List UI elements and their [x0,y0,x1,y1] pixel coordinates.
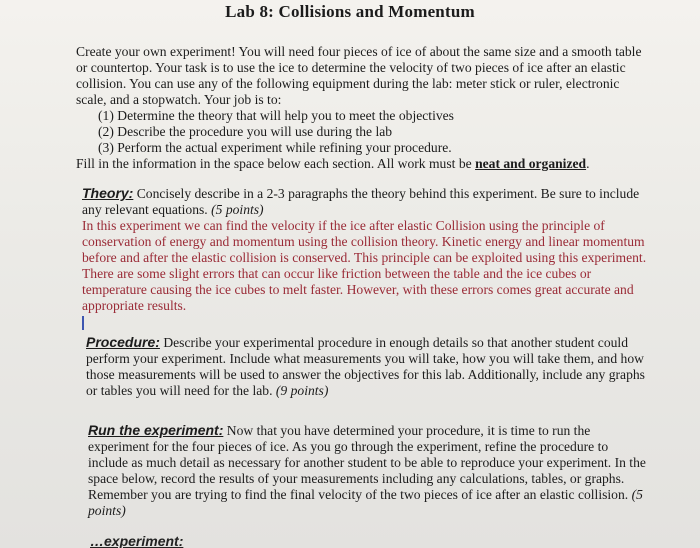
run-points: (5 points) [88,487,643,518]
procedure-prompt [86,334,646,399]
objective-item: (1) Determine the theory that will help you to meet the objectives [98,108,454,123]
objective-item: (2) Describe the procedure you will use during the lab [98,124,393,139]
objective-item: (3) Perform the actual experiment while refining your procedure. [98,140,452,155]
fill-text: Fill in the information in the space below each section. All work must be [76,156,472,171]
procedure-points: (9 points) [272,383,329,398]
theory-points: (5 points) [207,202,264,217]
run-prompt [88,422,648,519]
theory-prompt-text: Concisely describe in a 2-3 paragraphs the theory behind this experiment. Be sure to include any relevant equations. [82,186,640,217]
run-prompt-text: Now that you have determined your procedure, it is time to run the experiment for the four pieces of ice. As you go through the experiment, refine the procedure to include as much detail as necessary for another student to be able to reproduce your experiment. In the space below, record the results of your measurements including any calculations, tables, or graphs. Remember you are trying to find the final velocity of the two pieces of ice after an elastic collision. [88,423,646,502]
procedure-prompt-text: Describe your experimental procedure in enough details so that another student could perform your experiment. Include what measurements you will take, how you will take them, and how those measurements will be used to answer the objectives for this lab. Additionally, include any graphs or tables you will need for the lab. [86,335,645,398]
neat-organized-emphasis: neat and organized [475,156,587,171]
theory-prompt [82,185,648,218]
intro-section [76,44,650,172]
intro-text: Create your own experiment! You will need four pieces of ice of about the same size and a smooth table or countertop. Your task is to use the ice to determine the velocity of two pieces of ice after an elastic collision. You can use any of the following equipment during the lab: meter stick or ruler, electronic scale, and a stopwatch. Your job is to: [76,44,642,107]
cutoff-heading: …experiment: [90,533,184,548]
theory-heading: Theory: [82,185,134,201]
objectives-list [76,108,650,156]
theory-section [82,185,648,330]
text-cursor [82,316,84,330]
theory-answer[interactable]: In this experiment we can find the velocity if the ice after elastic Collision using the principle of conservation of energy and momentum using the collision theory. Kinetic energy and linear momentum before and after the elastic collision is conserved. This principle can be exploited using this experiment. There are some slight errors that can occur like friction between the table and the ice cubes or temperature causing the ice cubes to melt faster. However, with these errors comes great accurate and appropriate results. [82,218,647,313]
fill-instruction [76,156,650,172]
page-title: Lab 8: Collisions and Momentum [225,2,475,21]
procedure-section [86,334,646,399]
procedure-heading: Procedure: [86,334,160,350]
fill-end: . [586,156,590,171]
run-heading: Run the experiment: [88,422,224,438]
run-section [88,422,648,519]
